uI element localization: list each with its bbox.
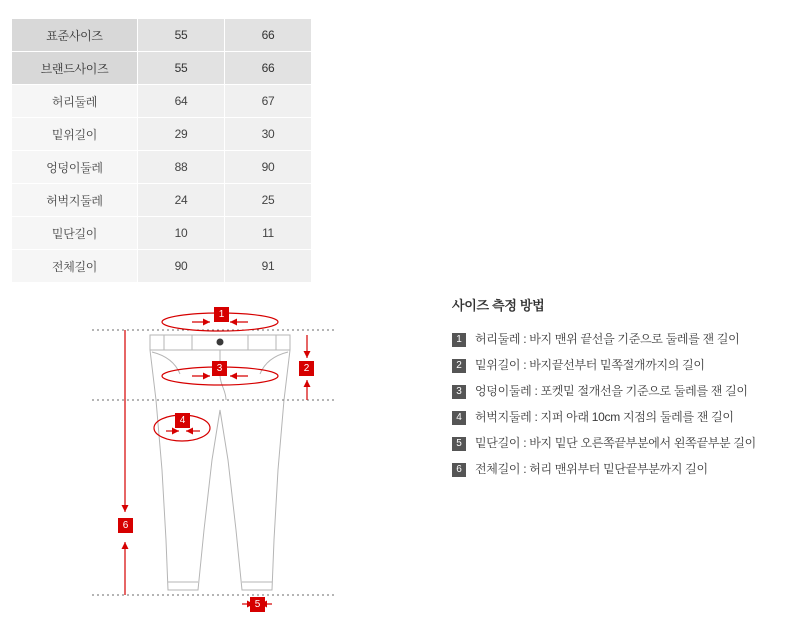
guide-item-text: 엉덩이둘레 : 포켓밑 절개선을 기준으로 둘레를 잰 길이 <box>475 384 748 398</box>
table-row <box>12 85 312 118</box>
table-row <box>12 19 312 52</box>
diagram-marker-1: 1 <box>214 307 229 322</box>
guide-number-badge: 5 <box>452 437 466 451</box>
diagram-marker-6: 6 <box>118 518 133 533</box>
table-cell-value: 91 <box>225 250 312 283</box>
guide-number-badge: 3 <box>452 385 466 399</box>
table-cell-value: 66 <box>225 19 312 52</box>
table-cell-label: 밑단길이 <box>12 217 138 250</box>
diagram-marker-3: 3 <box>212 361 227 376</box>
guide-number-badge: 2 <box>452 359 466 373</box>
table-cell-value: 24 <box>138 184 225 217</box>
guide-number-badge: 6 <box>452 463 466 477</box>
guide-item-text: 전체길이 : 허리 맨위부터 밑단끝부분까지 길이 <box>475 462 708 476</box>
diagram-marker-2: 2 <box>299 361 314 376</box>
table-cell-value: 64 <box>138 85 225 118</box>
table-cell-value: 30 <box>225 118 312 151</box>
table-cell-label: 허리둘레 <box>12 85 138 118</box>
table-row <box>12 250 312 283</box>
diagram-marker-4: 4 <box>175 413 190 428</box>
table-cell-value: 11 <box>225 217 312 250</box>
guide-item-text: 밑위길이 : 바지끝선부터 밑쪽절개까지의 길이 <box>475 358 705 372</box>
guide-item <box>452 332 782 347</box>
table-cell-label: 밑위길이 <box>12 118 138 151</box>
guide-item <box>452 436 782 451</box>
guide-item-text: 허벅지둘레 : 지퍼 아래 10cm 지점의 둘레를 잰 길이 <box>475 410 734 424</box>
guide-title: 사이즈 측정 방법 <box>452 298 545 313</box>
guide-number-badge: 4 <box>452 411 466 425</box>
table-cell-value: 67 <box>225 85 312 118</box>
pants-illustration <box>80 290 420 615</box>
table-cell-label: 엉덩이둘레 <box>12 151 138 184</box>
table-cell-label: 표준사이즈 <box>12 19 138 52</box>
guide-item <box>452 358 782 373</box>
table-row <box>12 217 312 250</box>
table-row <box>12 52 312 85</box>
table-cell-value: 90 <box>138 250 225 283</box>
size-table <box>11 18 312 283</box>
table-row <box>12 151 312 184</box>
table-row <box>12 184 312 217</box>
diagram-marker-5: 5 <box>250 597 265 612</box>
table-cell-value: 88 <box>138 151 225 184</box>
guide-item <box>452 384 782 399</box>
table-cell-value: 25 <box>225 184 312 217</box>
guide-item <box>452 462 782 477</box>
guide-item <box>452 410 782 425</box>
table-cell-value: 55 <box>138 19 225 52</box>
table-cell-label: 전체길이 <box>12 250 138 283</box>
table-cell-value: 10 <box>138 217 225 250</box>
table-cell-value: 66 <box>225 52 312 85</box>
table-cell-label: 허벅지둘레 <box>12 184 138 217</box>
measurement-guide <box>452 295 782 488</box>
table-cell-value: 55 <box>138 52 225 85</box>
table-cell-label: 브랜드사이즈 <box>12 52 138 85</box>
table-cell-value: 90 <box>225 151 312 184</box>
table-row <box>12 118 312 151</box>
table-cell-value: 29 <box>138 118 225 151</box>
measurement-diagram <box>80 290 420 615</box>
guide-number-badge: 1 <box>452 333 466 347</box>
guide-item-text: 허리둘레 : 바지 맨위 끝선을 기준으로 둘레를 잰 길이 <box>475 332 740 346</box>
guide-item-text: 밑단길이 : 바지 밑단 오른쪽끝부분에서 왼쪽끝부분 길이 <box>475 436 756 450</box>
